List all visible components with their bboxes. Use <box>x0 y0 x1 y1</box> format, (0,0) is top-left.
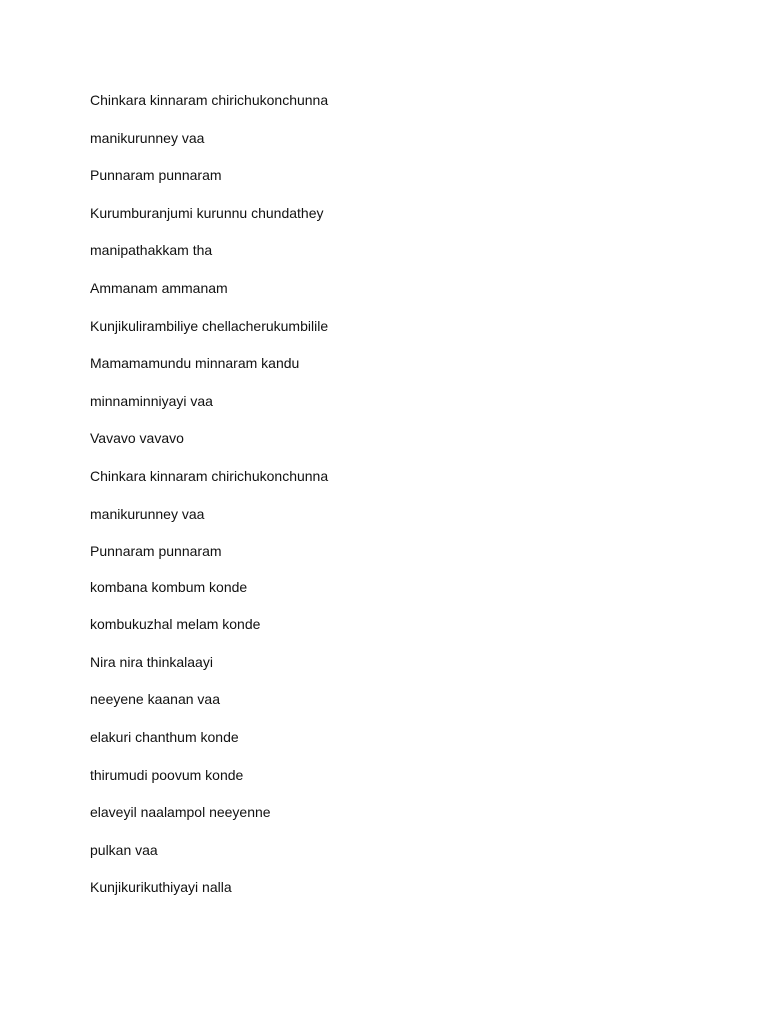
lyric-line: manikurunney vaa <box>90 129 205 146</box>
lyric-line: thirumudi poovum konde <box>90 766 244 783</box>
stanza-2 <box>90 579 690 897</box>
lyric-line: Kurumburanjumi kurunnu chundathey <box>90 204 324 221</box>
lyric-line: kombana kombum konde <box>90 578 248 595</box>
lyric-line: Vavavo vavavo <box>90 430 184 447</box>
lyric-line: Punnaram punnaram <box>90 543 222 560</box>
lyric-line: elakuri chanthum konde <box>90 729 239 745</box>
lyric-line: Ammanam ammanam <box>90 279 228 296</box>
lyric-line: Chinkara kinnaram chirichukonchunna <box>90 92 329 108</box>
lyric-line: pulkan vaa <box>90 841 158 858</box>
lyric-line: kombukuzhal melam konde <box>90 616 261 633</box>
lyric-line: elaveyil naalampol neeyenne <box>90 804 271 821</box>
lyric-line: Nira nira thinkalaayi <box>90 653 213 670</box>
lyric-line: Punnaram punnaram <box>90 167 222 184</box>
lyric-line: Chinkara kinnaram chirichukonchunna <box>90 467 329 484</box>
lyric-line: manipathakkam tha <box>90 242 213 259</box>
lyric-line: Kunjikulirambiliye chellacherukumbilile <box>90 317 329 334</box>
lyric-line: manikurunney vaa <box>90 505 205 522</box>
lyric-line: Mamamamundu minnaram kandu <box>90 355 300 372</box>
lyrics-body <box>90 92 690 896</box>
lyric-line: Kunjikurikuthiyayi nalla <box>90 879 232 896</box>
stanza-1 <box>90 92 690 560</box>
lyric-line: minnaminniyayi vaa <box>90 392 213 409</box>
lyric-line: neeyene kaanan vaa <box>90 691 220 708</box>
